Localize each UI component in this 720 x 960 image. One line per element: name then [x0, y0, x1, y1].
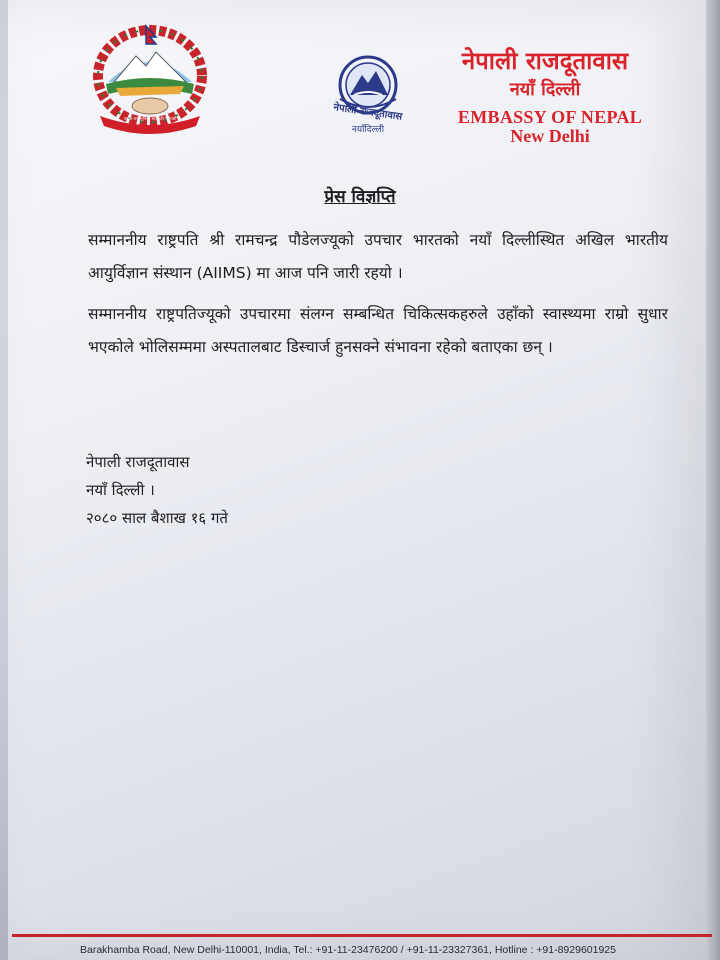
press-release-title: प्रेस विज्ञप्ति	[324, 187, 396, 207]
letterhead-title-english: EMBASSY OF NEPAL	[457, 107, 643, 127]
seal-text-top: नेपाली राजदूतावास	[332, 102, 403, 123]
signature-date: २०८० साल बैशाख १६ गते	[86, 509, 228, 527]
paragraph-treatment-ongoing: सम्माननीय राष्ट्रपति श्री रामचन्द्र पौडेलज्यूको उपचार भारतको नयाँ दिल्लीस्थित अखिल भारतीय आयुर्विज्ञान संस्थान (AIIMS) मा आज पनि जारी रहयो ।	[88, 231, 668, 282]
letterhead-title-nepali: नेपाली राजदूतावास	[461, 47, 629, 75]
footer-address: Barakhamba Road, New Delhi-110001, India, Tel.: +91-11-23476200 / +91-11-23327361, Hotline : +91-8929601925	[80, 944, 616, 956]
letterhead-city-nepali: नयाँ दिल्ली	[509, 79, 581, 100]
signature-embassy-name: नेपाली राजदूतावास	[86, 453, 190, 471]
footer-divider	[12, 934, 712, 937]
emblem-ribbon-text: जननी जन्मभूमिश्च स्वर्गादपि गरीयसी	[123, 116, 177, 121]
letterhead-city-english: New Delhi	[510, 126, 590, 146]
paragraph-discharge-possible: सम्माननीय राष्ट्रपतिज्यूको उपचारमा संलग्न सम्बन्धित चिकित्सकहरुले उहाँको स्वास्थ्यमा राम्रो सुधार भएकोले भोलिसम्ममा अस्पतालबाट डिस्चार्ज हुनसक्ने संभावना रहेको बताएका छन् ।	[88, 305, 668, 356]
seal-text-bottom: नयाँदिल्ली	[351, 125, 385, 135]
signature-city: नयाँ दिल्ली ।	[86, 481, 155, 499]
page-edge	[706, 0, 720, 960]
